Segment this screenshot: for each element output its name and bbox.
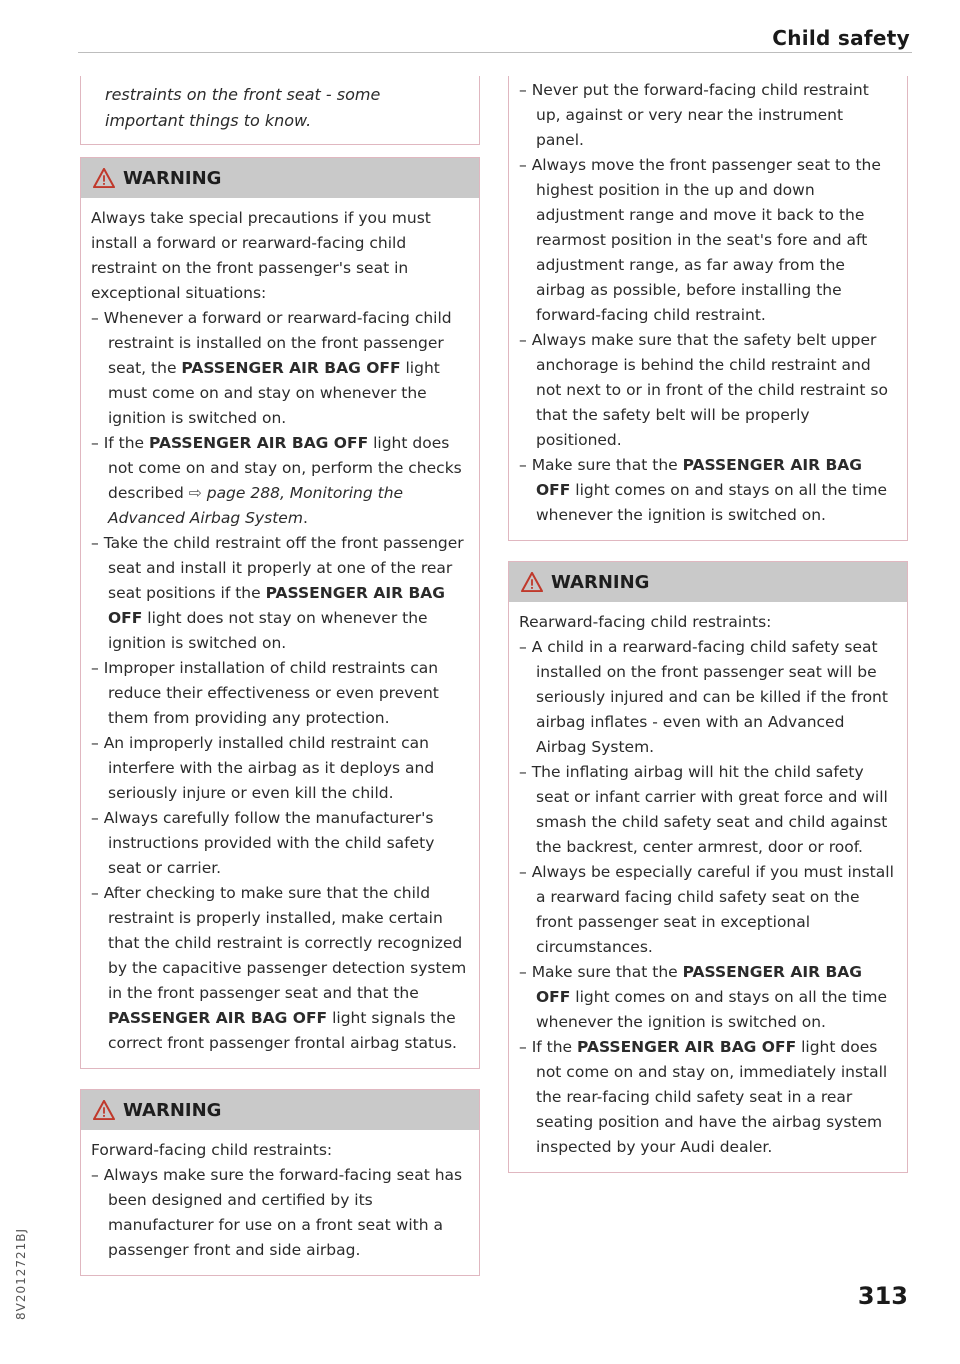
right-column: [508, 76, 908, 1193]
intro-note: [80, 76, 480, 145]
warning-triangle-icon: [93, 1100, 115, 1120]
warning-list-item: – After checking to make sure that the child restraint is properly installed, make certain that the child restraint is correctly recognized by the capacitive passenger detection system in the front passenger seat and that the PASSENGER AIR BAG OFF light signals the correct front passenger frontal airbag status.: [91, 881, 467, 1056]
warning-list-item: – Always carefully follow the manufacturer's instructions provided with the child safety seat or carrier.: [91, 806, 467, 881]
page-number: 313: [857, 1282, 908, 1310]
warning-list-item: – Always be especially careful if you must install a rearward facing child safety seat on the front passenger seat in exceptional circumstances.: [519, 860, 895, 960]
warning-list-item: – Take the child restraint off the front passenger seat and install it properly at one of the rear seat positions if the PASSENGER AIR BAG OFF light does not stay on whenever the ignition is switched on.: [91, 531, 467, 656]
warning-list-item: – Always move the front passenger seat to the highest position in the up and down adjustment range and move it back to the rearmost position in the seat's fore and aft adjustment range, as far away from the airbag as possible, before installing the forward-facing child restraint.: [519, 153, 895, 328]
warning-header: [81, 1090, 479, 1130]
warning-list-item: – Improper installation of child restraints can reduce their effectiveness or even prevent them from providing any protection.: [91, 656, 467, 731]
warning-header: [81, 158, 479, 198]
warning-box-3: [508, 561, 908, 1173]
warning-list-item: – Make sure that the PASSENGER AIR BAG OFF light comes on and stays on all the time whenever the ignition is switched on.: [519, 960, 895, 1035]
warning-triangle-icon: [521, 572, 543, 592]
warning-list-item: – The inflating airbag will hit the child safety seat or infant carrier with great force and will smash the child safety seat and child against the backrest, center armrest, door or roof.: [519, 760, 895, 860]
warning-list: [91, 1163, 467, 1263]
warning-intro: Rearward-facing child restraints:: [519, 613, 772, 631]
warning-box-2: [80, 1089, 480, 1276]
warning-box-1: [80, 157, 480, 1069]
warning-label: WARNING: [123, 1099, 222, 1121]
warning-list-item: – Never put the forward-facing child restraint up, against or very near the instrument panel.: [519, 78, 895, 153]
warning-list-item: – Make sure that the PASSENGER AIR BAG OFF light comes on and stays on all the time whenever the ignition is switched on.: [519, 453, 895, 528]
warning-label: WARNING: [123, 167, 222, 189]
warning-list: [519, 635, 895, 1160]
warning-list-item: – An improperly installed child restraint can interfere with the airbag as it deploys and seriously injure or even kill the child.: [91, 731, 467, 806]
left-column: [80, 76, 480, 1296]
warning-triangle-icon: [93, 168, 115, 188]
warning-list-item: – Always make sure that the safety belt upper anchorage is behind the child restraint and not next to or in front of the child restraint so that the safety belt will be properly positioned.: [519, 328, 895, 453]
warning-intro: Forward-facing child restraints:: [91, 1141, 333, 1159]
warning-body: [81, 198, 479, 1068]
warning-body: [509, 76, 907, 540]
header-divider: [78, 52, 912, 53]
document-code: 8V2012721BJ: [14, 1227, 28, 1320]
warning-list: [519, 78, 895, 528]
warning-list: [91, 306, 467, 1056]
warning-list-item: – If the PASSENGER AIR BAG OFF light does not come on and stay on, perform the checks described ⇨ page 288, Monitoring the Advanced Airbag System.: [91, 431, 467, 531]
warning-list-item: – Always make sure the forward-facing seat has been designed and certified by its manufacturer for use on a front seat with a passenger front and side airbag.: [91, 1163, 467, 1263]
warning-label: WARNING: [551, 571, 650, 593]
warning-list-item: – If the PASSENGER AIR BAG OFF light does not come on and stay on, immediately install the rear-facing child safety seat in a rear seating position and have the airbag system inspected by your Audi dealer.: [519, 1035, 895, 1160]
section-title: Child safety: [772, 26, 910, 50]
warning-body: [81, 1130, 479, 1275]
warning-intro: Always take special precautions if you must install a forward or rearward-facing child restraint on the front passenger's seat in exceptional situations:: [91, 209, 431, 302]
intro-note-text: restraints on the front seat - some important things to know.: [105, 85, 381, 130]
warning-body: [509, 602, 907, 1172]
warning-list-item: – Whenever a forward or rearward-facing child restraint is installed on the front passenger seat, the PASSENGER AIR BAG OFF light must come on and stay on whenever the ignition is switched on.: [91, 306, 467, 431]
warning-header: [509, 562, 907, 602]
warning-list-item: – A child in a rearward-facing child safety seat installed on the front passenger seat will be seriously injured and can be killed if the front airbag inflates - even with an Advanced Airbag System.: [519, 635, 895, 760]
warning-box-2-continued: [508, 76, 908, 541]
